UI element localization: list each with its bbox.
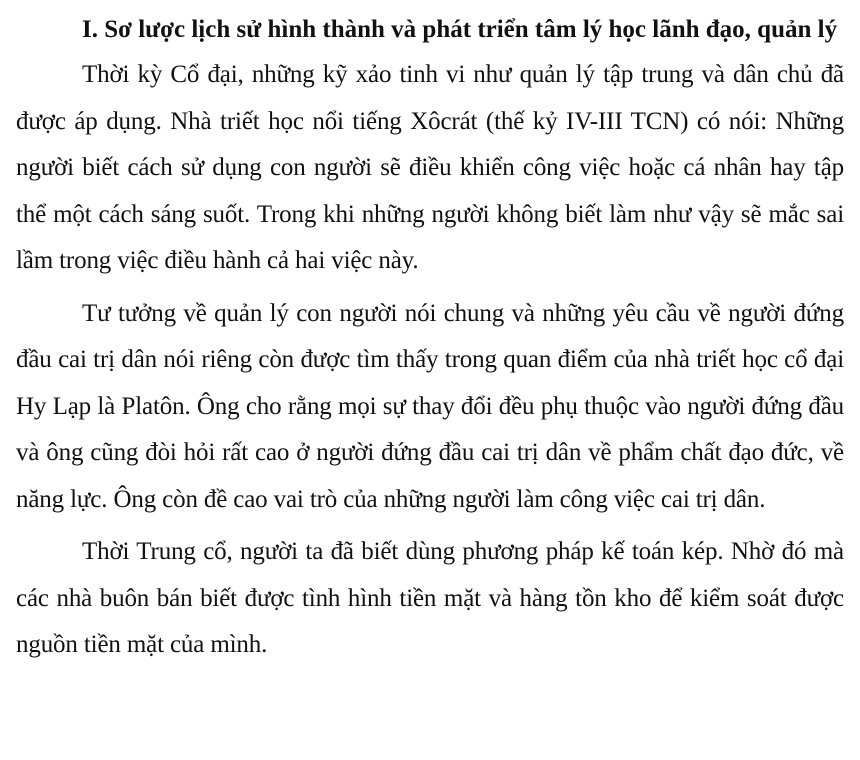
paragraph-plato: Tư tưởng về quản lý con người nói chung và những yêu cầu về người đứng đầu cai trị dân nói riêng còn được tìm thấy trong quan điểm của nhà triết học cổ đại Hy Lạp là Platôn. Ông cho rằng mọi sự thay đổi đều phụ thuộc vào người đứng đầu và ông cũng đòi hỏi rất cao ở người đứng đầu cai trị dân về phẩm chất đạo đức, về năng lực. Ông còn đề cao vai trò của những người làm công việc cai trị dân. <box>16 299 844 513</box>
section-heading: I. Sơ lược lịch sử hình thành và phát triển tâm lý học lãnh đạo, quản lý <box>82 16 838 43</box>
paragraph-ancient-era: Thời kỳ Cổ đại, những kỹ xảo tinh vi như quản lý tập trung và dân chủ đã được áp dụng. Nhà triết học nổi tiếng Xôcrát (thế kỷ IV-III TCN) có nói: Những người biết cách sử dụng con người sẽ điều khiển công việc hoặc cá nhân hay tập thể một cách sáng suốt. Trong khi những người không biết làm như vậy sẽ mắc sai lầm trong việc điều hành cả hai việc này. <box>16 61 844 274</box>
paragraph-middle-ages: Thời Trung cổ, người ta đã biết dùng phương pháp kế toán kép. Nhờ đó mà các nhà buôn bán biết được tình hình tiền mặt và hàng tồn kho để kiểm soát được nguồn tiền mặt của mình. <box>16 538 844 658</box>
